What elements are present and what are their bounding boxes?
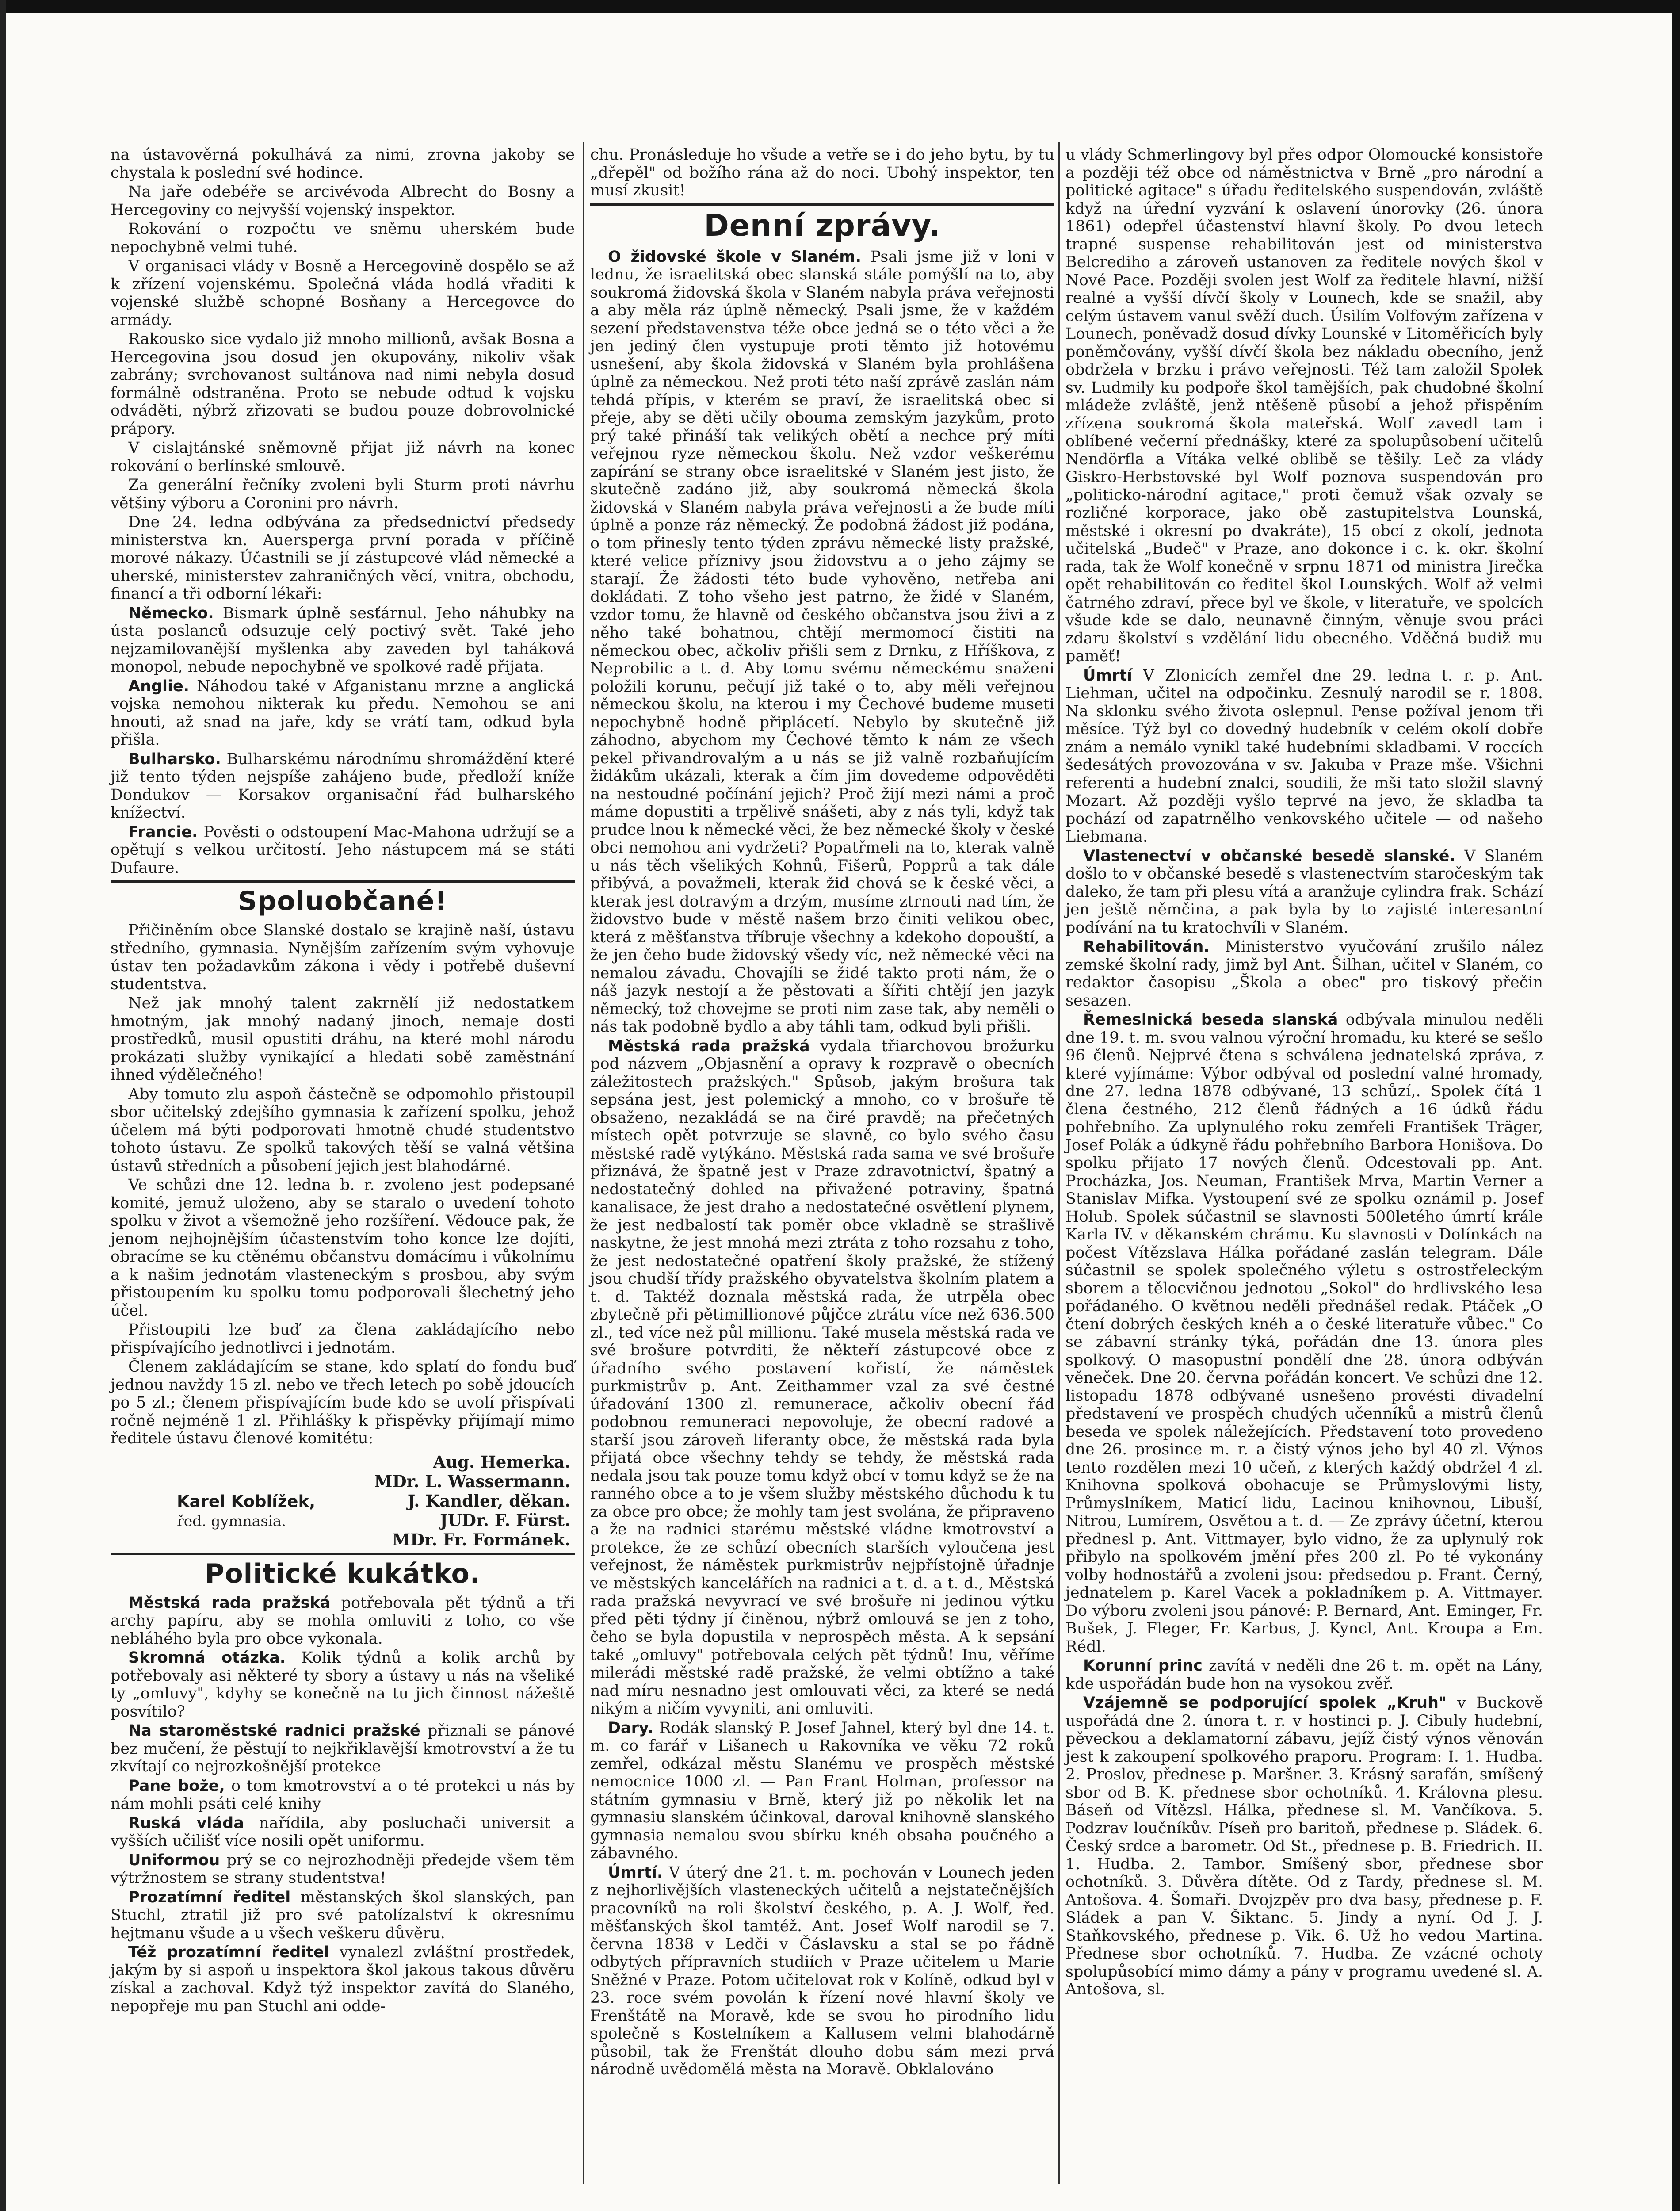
column-divider-2 xyxy=(1058,142,1060,2184)
paragraph: V cislajtánské sněmovně přijat již návrh na konec rokování o berlínské smlouvě. xyxy=(111,439,575,475)
item-lead: Skromná otázka. xyxy=(128,1649,286,1667)
signature-right xyxy=(343,1452,575,1549)
item-body: Pověsti o odstoupení Mac-Mahona udržují se a opětují s velkou určitostí. Jeho nástupcem má se státi Dufaure. xyxy=(111,823,575,877)
item-body: Ministerstvo vyučování zrušilo nález zemské školní rady, jimž byl Ant. Šilhan, učitel v Slaném, co redaktor časopisu „Škola a obec" pro tiskový přečin sesazen. xyxy=(1065,938,1543,1010)
news-item xyxy=(111,1777,575,1813)
item-body: V Zlonicích zemřel dne 29. ledna t. r. p. Ant. Liehman, učitel na odpočinku. Zesnulý narodil se r. 1808. Na sklonku svého života oslepnul. Pense požíval jenom tři měsíce. Týž byl co dovedný hudebník v celém okolí dobře znám a nemálo vynikl také hudebními skladbami. V roccích šedesátých provozována v sv. Jakuba v Praze mše. Všichni referenti a hudební znalci, soudili, že mši tato složil slavný Mozart. Až později vyšlo teprvé na jevo, že skladba ta pochází od zapatrnělho venkovského učitele — od našeho Liebmana. xyxy=(1065,666,1543,845)
paragraph: u vlády Schmerlingovy byl přes odpor Olomoucké konsistoře a později též obce od náměstnictva v Brně „pro národní a politické agitace" s úřadu ředitelského suspendován, zvláště když na úřední vyzvání k oslavení únorovky (26. února 1861) odepřel účastenství hlavní školy. Po dvou letech trapné suspense rehabilitován jest od ministerstva Belcrediho a zároveň ustanoven za ředitele nových škol v Nové Pace. Později svolen jest Wolf za ředitele hlavní, nižší realné a vyšší dívčí školy v Lounech, kde se snažil, aby celým ústavem vanul svěží duch. Úsilím Volfovým zařízena v Lounech, poněvadž dosud dívky Lounské v Litoměřicích byly poněmčovány, vyšší dívčí škola bez nákladu obecního, jenž obdržela v brzku i právo veřejnosti. Též tam založil Spolek sv. Ludmily ku podpoře škol tamějších, pak chudobné školní mládeže zvláště, jenž ntěšeně působí a jehož přispěním zřízena soukromá škola mateřská. Wolf zavedl tam i oblíbené večerní přednášky, které za spolupůsobení učitelů Nendörfla a Vítáka velké oblibě se těšily. Leč za vlády Giskro-Herbstovské byl Wolf poznova suspendován pro „politicko-národní agitace," proti čemuž však ozvaly se rozličné korporace, jako obě zastupitelstva Lounská, městské i okresní po dvakráte), 15 obcí z okolí, jednota učitelská „Budeč" v Praze, ano dokonce i c. k. okr. školní rada, tak že Wolf konečně v srpnu 1871 od ministra Jirečka opět rehabilitován co ředitel škol Lounských. Wolf až velmi čatrného zdraví, přece byl ve škole, v literatuře, ve spolcích všude kde se dalo, neunavně činným, věnuje svou práci zdaru školství s vzdělání lidu obecného. Vděčná budiž mu paměť! xyxy=(1065,146,1543,665)
item-body: Bismark úplně sesťárnul. Jeho náhubky na ústa poslanců odsuzuje celý poctivý svět. Také jeho nejzamilovanější myšlenka aby zaveden byl taháková monopol, nebude nepochybně ve spolkové radě přijata. xyxy=(111,604,575,676)
paragraph: Členem zakládajícím se stane, kdo splatí do fondu buď jednou navždy 15 zl. nebo ve třech letech po sobě jdoucích po 5 zl.; členem přispívajícím bude kdo se uvolí přispívati ročně nejméně 1 zl. Přihlášky k přispěvky přijímají mimo ředitele ústavu členové komitétu: xyxy=(111,1358,575,1447)
item-body: vydala třiarchovou brožurku pod názvem „Objasnění a opravy k rozpravě o obecních záležitostech pražských." Spůsob, jakým brošura tak sepsána jest, jest polemický a mnoho, co v brošuře tě obsaženo, nezakládá se na čiré pravdě; na přečetných místech opět potvrzuje se slavně, co bylo svého času městské radě vytýkáno. Městská rada sama ve své brošuře přiznává, že špatně jest v Praze zdravotnictví, špatný a nedostatečný dohled na přivažené potraviny, špatná kanalisace, že jest draho a nedostatečné osvětlení plynem, že jest nedbalostí tak poměr obce vkladně se strašlivě naskytne, že jest mnohá mezi ztráta z toho rozsahu z toho, že jest nedostatečné opatření školy pražské, že stížený jsou chudší třídy pražského obyvatelstva školním platem a t. d. Taktéž doznala městská rada, že utrpěla obec zbytečně při pětimillionové půjčce ztrátu více než 636.500 zl., ted více než půl millionu. Také musela městská rada ve své brošure potvrditi, že někteří zástupcové obce z úřadního svého postavení kořistí, že náměstek purkmistrův p. Ant. Zeithammer vzal za své čestné úřadování 1300 zl. remunerace, ačkoliv obecní řád podobnou remuneraci nepovoluje, že obecní radové a starší jsou zároveň liferanty obce, že městská rada byla přijatá obce všechny tehdy se tehdy, že městská rada nedala jsou tak pouze tomu když obcí v tomu když se že na ranného obce a to je všem služby městského důchodu k tu za obce pro obce; že mohly tam jest svolána, že připraveno a že na radnici starému městské vládne kmotrovství a protekce, že ze schůzí obecních starších vyloučena jest veřejnost, že náměstek purkmistrův nejpřístojně úřadnje ve městských kancelářích na radnici a t. d. a t. d., Městská rada pražská nevyvrací ve své brošuře ni jedinou výtku před pěti týdny jí činěnou, nýbrž omlouvá se jen z toho, čeho se byla dopustila v neprospěch města. A k sepsání také „omluvy" potřebovala celých pět týdnů! Inu, věříme milerádi městské radě pražské, že velmi obtížno a také nad míru nesnadno jest omlouvati věci, za které se nedá nikým a ničím vyvyniti, ani omluviti. xyxy=(590,1037,1054,1718)
section-rule xyxy=(590,203,1054,206)
item-lead: Úmrtí. xyxy=(608,1863,663,1882)
item-lead: Anglie. xyxy=(128,677,190,695)
section-rule xyxy=(111,880,575,883)
paragraph: chu. Pronásleduje ho všude a vetře se i do jeho bytu, by tu „dřepěl" od božího rána až do noci. Ubohý inspektor, ten musí zkusit! xyxy=(590,146,1054,199)
item-body: o tom kmotrovství a o té protekci u nás by nám mohli psáti celé knihy xyxy=(111,1777,575,1813)
left-column xyxy=(111,146,575,2016)
news-item xyxy=(1065,847,1543,937)
page-right-edge xyxy=(1672,0,1680,2211)
item-body: vynalezl zvláštní prostředek, jakým by si aspoň u inspektora škol jakous takous důvěru získal a zachoval. Když týž inspektor zavítá do Slaného, nepopřeje mu pan Stuchl ani odde- xyxy=(111,1943,575,2015)
news-item xyxy=(1065,667,1543,846)
section-rule xyxy=(111,1553,575,1555)
item-body: potřebovala pět týdnů a tři archy papíru, aby se mohla omluviti z toho, co vše nebláhého byla pro obce vykonala. xyxy=(111,1594,575,1648)
paragraph: Přičiněním obce Slanské dostalo se krajině naší, ústavu středního, gymnasia. Nynějším zařízením svým vyhovuje ústav ten požadavkům zákona i vědy i potřebě duševní studentstva. xyxy=(111,922,575,993)
item-body: Kolik týdnů a kolik archů by potřebovaly asi některé ty sbory a ústavy u nás na všeliké ty „omluvy", kdyhy se konečně na tu jich činnost nážeště posvítilo? xyxy=(111,1649,575,1721)
item-body: zavítá v neděli dne 26 t. m. opět na Lány, kde uspořádán bude hon na vysokou zvěř. xyxy=(1065,1657,1543,1693)
item-lead: O židovské škole v Slaném. xyxy=(608,248,862,266)
news-item xyxy=(111,750,575,822)
news-item xyxy=(111,1814,575,1850)
news-item xyxy=(111,1594,575,1648)
item-lead: Vlastenectví v občanské besedě slanské. xyxy=(1083,847,1455,865)
paragraph: Rokování o rozpočtu ve sněmu uherském bude nepochybně velmi tuhé. xyxy=(111,220,575,256)
signatory-title: řed. gymnasia. xyxy=(177,1512,286,1530)
item-body: přiznali se pánové bez mučení, že pěstují to nejkřiklavější kmotrovství a že tu zkvítají co nejrozkošnější protekce xyxy=(111,1722,575,1775)
news-item xyxy=(590,1719,1054,1863)
news-item xyxy=(1065,1011,1543,1656)
item-body: V úterý dne 21. t. m. pochován v Lounech jeden z nejhorlivějších vlasteneckých učitelů a nejstatečnějších pracovníků na roli školství českého, p. A. J. Wolf, řed. měšťanských škol tamtéž. Ant. Josef Wolf narodil se 7. června 1838 v Ledči v Čáslavsku a stal se po řádně odbytých přípravních studiích v Praze učitelem u Marie Sněžné v Praze. Potom učitelovat rok v Kolíně, odkud byl v 23. roce svém povolán k řízení nové hlavní školy ve Frenštátě na Moravě, kde se svou ho pirodního lidu společně s Kostelníkem a Kallusem velmi blahodárně působil, tak že Frenštát dlouho dobu sám mezi prvá národně uvědomělá města na Moravě. Obklalováno xyxy=(590,1863,1054,2078)
news-item xyxy=(590,248,1054,1036)
signatory-name: Karel Koblížek, xyxy=(177,1492,316,1511)
item-lead: Bulharsko. xyxy=(128,750,221,768)
item-body: V Slaném došlo to v občanské besedě s vlastenectvím staročeským tak daleko, že tam při plesu vítá a aranžuje cylindra frak. Schází jen ještě němčina, a pak byla by to zajisté interesantní podívání na tu kratochvíli v Slaném. xyxy=(1065,847,1543,937)
paragraph: Za generální řečníky zvoleni byli Sturm proti návrhu většiny výboru a Coronini pro návrh. xyxy=(111,476,575,512)
item-lead: Městská rada pražská xyxy=(608,1037,810,1055)
heading-spoluobcane: Spoluobčané! xyxy=(238,886,447,917)
item-lead: Úmrtí xyxy=(1083,666,1132,685)
item-lead: Uniformou xyxy=(128,1851,220,1869)
item-body: Rodák slanský P. Josef Jahnel, který byl dne 14. t. m. co farář v Lišanech u Rakovníka ve věku 72 roků zemřel, odkázal městu Slanému ve prospěch městské nemocnice 1000 zl. — Pan Frant Holman, professor na státním gymnasiu v Brně, který již po několik let na gymnasiu slanském účinkoval, daroval knihovně slanského gymnasia nemalou svou sbírku knéh obsaha poučného a zábavného. xyxy=(590,1719,1054,1862)
news-item xyxy=(111,677,575,749)
page-top-edge xyxy=(0,0,1680,13)
item-lead: Ruská vláda xyxy=(128,1814,244,1832)
item-lead: Korunní princ xyxy=(1083,1657,1203,1675)
item-body: městanských škol slanských, pan Stuchl, ztratil již pro své patolízalství k okresnímu hejtmanu všude a u všech veškeru důvěru. xyxy=(111,1888,575,1942)
paragraph: na ústavověrná pokulhává za nimi, zrovna jakoby se chystala k poslední své hodince. xyxy=(111,146,575,182)
paragraph: Ve schůzi dne 12. ledna b. r. zvoleno jest podepsané komité, jemuž uloženo, aby se staralo o uvedení tohoto spolku v život a všemožně jeho rozšíření. Vědouce pak, že jenom nejhojnějším účastenstvím toho konce lze dojíti, obracíme se ku ctěnému občanstvu domácímu i vůkolnímu a k našim jednotám vlasteneckým s prosbou, aby svým přistoupením ku spolku tomu podporovali šlechetný jeho účel. xyxy=(111,1176,575,1320)
item-body: odbývala minulou neděli dne 19. t. m. svou valnou výroční hromadu, ku které se sešlo 96 členů. Nejprvé čtena s schválena jednatelská zpráva, z které vyjímáme: Výbor odbýval od poslední valné hromady, dne 27. ledna 1878 odbývané, 13 schůzí,. Spolek čítá 1 člena čestného, 212 členů řádných a 16 údků řádu pohřebního. Za uplynulého roku zemřeli František Träger, Josef Polák a údkyně řádu pohřebního Barbora Honišova. Do spolku přijato 17 nových členů. Odcestovali pp. Ant. Procházka, Jos. Neuman, František Mrva, Martin Verner a Stanislav Mifka. Vystoupení své ze spolku oznámil p. Josef Holub. Spolek súčastnil se slavnosti 500letého úmrtí krále Karla IV. v děkanském chrámu. Ku slavnosti v Dolínkách na počest Vítězslava Hálka pořádané zaslán telegram. Dále súčastnil se spolek společného výletu s ostrostřeleckým sborem a tělocvičnou jednotou „Sokol" do hrdlivského lesa pořádaného. O květnou neděli přednášel redak. Ptáček „O čtení dobrých českých knéh a o české literatuře vůbec." Co se zábavní stránky týká, pořádán dne 13. února ples spolkový. O masopustní pondělí dne 28. února odbýván věneček. Dne 20. června pořádán koncert. Ve schůzi dne 12. listopadu 1878 odbývané usnešeno provésti divadelní představení ve prospěch chudých učenníků a mistrů členů beseda ve spolek náležejících. Představení toto provedeno dne 26. prosince m. r. a čistý výnos jeho byl 40 zl. Výnos tento rozdělen mezi 10 učeň, z kterých každý obdržel 4 zl. Knihovna spolková obohacuje se Průmyslovými listy, Průmyslníkem, Maticí lidu, Lacinou knihovnou, Libuší, Nitrou, Lumírem, Osvětou a t. d. — Ze zprávy účetní, kterou přednesl p. Ant. Vittmayer, bylo vidno, že za uplynulý rok přibylo na spolkovém jmění přes 200 zl. Po té vykonány volby hodnostářů a zvoleni jsou: předsedou p. Frant. Černý, jednatelem p. Karel Vacek a pokladníkem p. A. Vittmayer. Do výboru zvoleni jsou pánové: P. Bernard, Ant. Eminger, Fr. Bušek, J. Fleger, Fr. Karbus, J. Kyncl, Ant. Kroupa a Em. Rédl. xyxy=(1065,1011,1543,1656)
news-item xyxy=(1065,1657,1543,1693)
news-item xyxy=(590,1037,1054,1718)
news-item xyxy=(1065,938,1543,1010)
item-lead: Na staroměstské radnici pražské xyxy=(128,1722,420,1740)
item-lead: Pane bože, xyxy=(128,1777,225,1795)
news-item xyxy=(111,823,575,877)
signatory-name: Aug. Hemerka. xyxy=(433,1452,570,1472)
paragraph: Aby tomuto zlu aspoň částečně se odpomohlo přistoupil sbor učitelský zdejšího gymnasia k zařízení spolku, jehož účelem má býti podporovati hmotně chudé studentstvo tohoto ústavu. Ze spolků takových těší se valná většina ústavů středních a působení jejich jest blahodárné. xyxy=(111,1085,575,1175)
news-item xyxy=(111,1851,575,1887)
item-lead: Též prozatímní ředitel xyxy=(128,1943,329,1961)
signatory-name: MDr. L. Wassermann. xyxy=(374,1471,570,1491)
signatory-name: J. Kandler, děkan. xyxy=(407,1491,570,1511)
column-divider-1 xyxy=(583,142,584,2184)
item-lead: Německo. xyxy=(128,604,214,622)
item-lead: Dary. xyxy=(608,1719,653,1737)
news-item xyxy=(111,1943,575,2015)
page-left-edge xyxy=(0,0,6,2211)
paragraph: Než jak mnohý talent zakrnělí již nedostatkem hmotným, jak mnohý nadaný jinoch, nemaje dosti prostředků, musil opustiti dráhu, na které mohl národu prokázati služby vynikající a hledati sobě zaměstnání ihned výdělečného! xyxy=(111,995,575,1084)
signatory-name: MDr. Fr. Formánek. xyxy=(392,1530,570,1549)
news-item xyxy=(111,1722,575,1776)
item-lead: Vzájemně se podporující spolek „Kruh" xyxy=(1083,1694,1447,1712)
news-item xyxy=(1065,1694,1543,1999)
news-item xyxy=(111,604,575,676)
paragraph: Dne 24. ledna odbývána za předsednictví předsedy ministerstva kn. Auersperga první porada v příčině morové nákazy. Účastnili se jí zástupcové vlád německé a uherské, ministerstev zahraničných věcí, vnitra, obchodu, financí a tři odborní lékaři: xyxy=(111,513,575,603)
news-item xyxy=(111,1889,575,1943)
middle-column xyxy=(590,146,1054,2080)
paragraph: Rakousko sice vydalo již mnoho millionů, avšak Bosna a Hercegovina jsou dosud jen okupovány, nikoliv však zabrány; svrchovanost sultánova nad nimi nebyla dosud formálně odstraněna. Proto se nebude odtud k vojsku odváděti, nýbrž zřizovati se budou pouze dobrovolnické prápory. xyxy=(111,330,575,438)
news-item xyxy=(111,1649,575,1721)
item-body: Psali jsme již v loni v lednu, že israelitská obec slanská stále pomýšlí na to, aby soukromá židovská škola v Slaném nabyla práva veřejnosti a aby měla ráz úplně německý. Psali jsme, že v každém sezení představenstva téže obce jedná se o této věci a že jen jediný člen vystupuje proti těmto již hotovému usnešení, aby škola židovská v Slaném byla prohlášena úplně za německou. Než proti této naší zprávě zaslán nám tehdá přípis, v kterém se praví, že israelitská obec si přeje, aby se děti učily obouma zemským jazykům, proto prý také přináší tak velikých obětí a nechce prý míti veřejnou ryze německou školu. Než vzdor veškerému zapírání se strany obce israelitské v Slaném jest jisto, že skutečně zadáno již, aby soukromá německá škola židovská v Slaném nabyla práva veřejnosti a že bude míti úplně a ponze ráz německý. Že podobná žádost již podána, o tom přinesly tento týden zprávu německé listy pražské, které velice příznivy jsou židovstvu a o jeho zájmy se starají. Že žádosti této bude vyhověno, netřeba ani dokládati. Z toho všeho jest patrno, že židé v Slaném, vzdor tomu, že hlavně od českého občanstva jsou živi a z něho také bohatnou, chtějí mermomocí čistiti na německou obec, ačkoliv přišli sem z Drnku, z Hříškova, z Neprobilic a t. d. Aby tomu svému německému snaženi položili korunu, pečují již také o to, aby měli veřejnou německou školu, na kterou i my Čechové budeme museti nepochybně hodně připlácetí. Nebylo by skutečně již záhodno, abychom my Čechové těmto k nám ze všech pekel přivandrovalým a u nás se již valně rozbaňujícím židákům ukázali, kterak a čím jim dovedeme odpověděti na nestoudné počínání jejich? Proč žijí mezi námi a proč máme dopustiti a trpělivě snášeti, aby z nás tyli, když tak prudce lnou k německé věci, že bez německé školy v české obci nemohou ani vydržeti? Popatřmeli na to, kterak valně u nás těch všelikých Kohnů, Fišerů, Popprů a tak dále přibývá, a považmeli, kterak žid chová se k české věci, a kterak jest dotravým a drzým, musíme ztrnouti nad tím, že židovstvo bude v městě našem brzo činiti velikou obec, která z měšťanstva tříbruje všechny a kdekoho dopouští, a že jen čeho bude židovský všedy víc, než německé věci na nemalou závadu. Chovajíli se židé takto proti nám, že o náš jazyk nestojí a že pěstovati a šířiti chtějí jen jazyk německý, tož chovejme se proti nim zase tak, aby neměli o nás tak podobně bydlo a aby táhli tam, odkud byli přišli. xyxy=(590,248,1054,1036)
paragraph: Přistoupiti lze buď za člena zakládajícího nebo přispívajícího jednotlivci i jednotám. xyxy=(111,1321,575,1357)
paragraph: V organisaci vlády v Bosně a Hercegovině dospělo se až k zřízení vojenskému. Společná vláda hodlá vřaditi k vojenské službě schopné Bosňany a Hercegovce do armády. xyxy=(111,257,575,329)
item-body: Bulharskému národnímu shromáždění které již tento týden nejspíše zahájeno bude, předloží kníže Dondukov — Korsakov organisační řád bulharského knížectví. xyxy=(111,750,575,822)
item-body: v Buckově uspořádá dne 2. února t. r. v hostinci p. J. Cibuly hudební, pěveckou a deklamatorní zábavu, jejíž čistý výnos věnován jest k zakoupení spolkového praporu. Program: I. 1. Hudba. 2. Proslov, přednese p. Maršner. 3. Krásný sarafán, smíšený sbor od B. K. přednese sbor ochotníků. 4. Královna plesu. Báseň od Vítězsl. Hálka, přednese sl. M. Vančíkova. 5. Podzrav loučníkův. Píseň pro baritoň, přednese p. Sládek. 6. Český srdce a barometr. Od St., přednese p. B. Friedrich. II. 1. Hudba. 2. Tambor. Smíšený sbor, přednese sbor ochotníků. 3. Důvěra dítěte. Od z Tardy, přednese sl. M. Antošova. 4. Šomaři. Dvojzpěv pro dva basy, přednese p. F. Sládek a pan V. Šiktanc. 5. Jindy a nyní. Od J. J. Staňkovského, přednese p. Vik. 6. Už ho vedou Martina. Přednese sbor ochotníků. 7. Hudba. Ze vzácné ochoty spolupůsobící mimo dámy a pány v programu uvedené sl. A. Antošova, sl. xyxy=(1065,1694,1543,1998)
item-lead: Francie. xyxy=(128,823,198,841)
signature-left xyxy=(111,1452,343,1549)
right-column xyxy=(1065,146,1543,2000)
item-lead: Rehabilitován. xyxy=(1083,938,1210,956)
item-body: prý se co nejrozhodněji předejde všem těm výtržnostem se strany studentstva! xyxy=(111,1851,575,1887)
item-body: Náhodou také v Afganistanu mrzne a anglická vojska nemohou nikterak ku předu. Nemohou se ani hnouti, až snad na jaře, kdy se vrátí tam, odkud byla přišla. xyxy=(111,677,575,749)
signature-block xyxy=(111,1452,575,1549)
item-lead: Městská rada pražská xyxy=(128,1594,331,1612)
item-lead: Prozatímní ředitel xyxy=(128,1888,291,1906)
heading-politicke-kukatko: Politické kukátko. xyxy=(205,1558,481,1589)
heading-denni-zpravy: Denní zprávy. xyxy=(704,208,941,243)
signatory-name: JUDr. F. Fürst. xyxy=(440,1510,570,1530)
news-item xyxy=(590,1864,1054,2079)
item-body: nařídila, aby posluchači universit a vyšších učilišť více nosili opět uniformu. xyxy=(111,1814,575,1850)
paragraph: Na jaře odebéře se arcivévoda Albrecht do Bosny a Hercegoviny co nejvyšší vojenský inspektor. xyxy=(111,183,575,219)
item-lead: Řemeslnická beseda slanská xyxy=(1083,1011,1338,1029)
